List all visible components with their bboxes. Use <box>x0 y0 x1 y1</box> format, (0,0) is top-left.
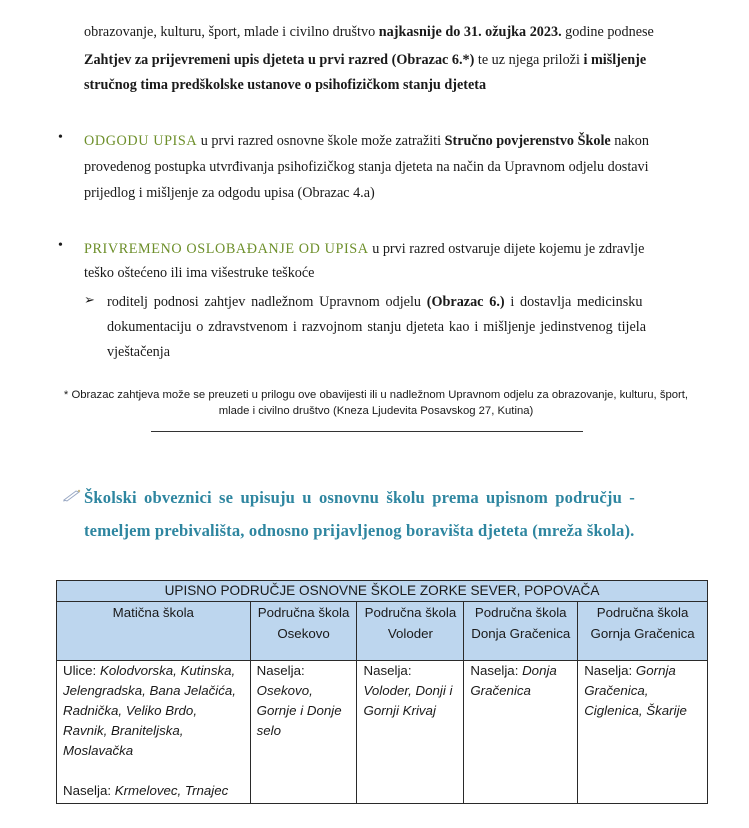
section-text: nakon <box>610 133 649 149</box>
table-title: UPISNO PODRUČJE OSNOVNE ŠKOLE ZORKE SEVER, POPOVAČA <box>57 581 708 602</box>
cell-prefix: Naselja: <box>256 663 305 678</box>
table-cell <box>357 661 464 804</box>
footnote <box>44 387 708 419</box>
intro-paragraph <box>84 20 714 97</box>
postponement-section <box>84 129 714 205</box>
cell-streets <box>63 661 244 761</box>
bullet-icon: • <box>58 130 63 145</box>
request-form-name: Zahtjev za prijevremeni upis djeteta u prvi razred (Obrazac 6.*) <box>84 52 475 68</box>
subitem-text: i dostavlja medicinsku <box>504 294 643 310</box>
column-header: Područna škola Donja Gračenica <box>464 602 578 661</box>
enrollment-area-table <box>56 580 708 804</box>
cell-prefix: Naselja: <box>584 663 636 678</box>
form-reference: (Obrazac 6.) <box>426 294 505 310</box>
cell-prefix: Naselja: <box>363 663 412 678</box>
cell-value: Voloder, Donji i Gornji Krivaj <box>363 683 453 718</box>
footnote-line-2: mlade i civilno društvo (Kneza Ljudevita Posavskog 27, Kutina) <box>218 405 534 417</box>
intro-text: godine podnese <box>561 24 654 40</box>
exemption-line-2: teško oštećeno ili ima višestruke teškoće <box>84 265 315 281</box>
exemption-section <box>84 237 714 285</box>
bullet-icon: • <box>58 238 63 253</box>
section-title: PRIVREMENO OSLOBAĐANJE OD UPISA <box>84 241 369 257</box>
table-header-row <box>57 602 708 661</box>
section-title: ODGODU UPISA <box>84 133 198 149</box>
committee-name: Stručno povjerenstvo Škole <box>444 133 611 149</box>
subitem-text: roditelj podnosi zahtjev nadležnom Upravnom odjelu <box>107 294 427 310</box>
intro-text: obrazovanje, kulturu, šport, mlade i civilno društvo <box>84 24 379 40</box>
intro-line-3: stručnog tima predškolske ustanove o psihofizičkom stanju djeteta <box>84 77 487 93</box>
opinion-text: i mišljenje <box>583 52 647 68</box>
column-header: Područna škola Osekovo <box>250 602 357 661</box>
cell-value: Kolodvorska, Kutinska, Jelengradska, Bana Jelačića, Radnička, Veliko Brdo, Ravnik, Braniteljska, Moslavačka <box>63 663 236 758</box>
intro-text: te uz njega priloži <box>474 52 584 68</box>
intro-line-2 <box>84 48 714 72</box>
school-district-notice <box>84 483 714 546</box>
table-cell <box>464 661 578 804</box>
divider <box>151 431 583 432</box>
postponement-line-1 <box>84 129 714 153</box>
exemption-subitem <box>107 290 707 364</box>
postponement-line-3: prijedlog i mišljenje za odgodu upisa (Obrazac 4.a) <box>84 185 375 201</box>
cell-value: Osekovo, Gornje i Donje selo <box>256 683 342 738</box>
subitem-line-1 <box>107 290 707 314</box>
notice-line-2: temeljem prebivališta, odnosno prijavljenog boravišta djeteta (mreža škola). <box>84 521 635 540</box>
table-row <box>57 661 708 804</box>
postponement-line-2: provedenog postupka utvrđivanja psihofizičkog stanja djeteta na način da Upravnom odjelu dostavi <box>84 159 649 175</box>
table-title-row <box>57 581 708 602</box>
cell-value: Donja Gračenica <box>470 663 557 698</box>
table-cell <box>578 661 708 804</box>
cell-prefix: Ulice: <box>63 663 100 678</box>
arrow-bullet-icon: ➢ <box>84 292 95 307</box>
cell-prefix: Naselja: <box>470 663 523 678</box>
section-text: u prvi razred ostvaruje dijete kojemu je zdravlje <box>368 241 645 257</box>
column-header: Matična škola <box>57 602 251 661</box>
pen-icon <box>62 488 82 502</box>
exemption-line-1 <box>84 237 714 261</box>
cell-settlements <box>63 781 244 801</box>
section-text: u prvi razred osnovne škole može zatražiti <box>197 133 445 149</box>
cell-value: Gornja Gračenica, Ciglenica, Škarije <box>584 663 687 718</box>
intro-line-1 <box>84 20 714 44</box>
cell-prefix: Naselja: <box>63 783 115 798</box>
deadline: najkasnije do 31. ožujka 2023. <box>378 24 562 40</box>
cell-value: Krmelovec, Trnajec <box>114 783 229 798</box>
table-cell <box>250 661 357 804</box>
subitem-line-3: vještačenja <box>107 344 171 360</box>
notice-line-1: Školski obveznici se upisuju u osnovnu školu prema upisnom području - <box>84 488 635 507</box>
column-header: Područna škola Gornja Gračenica <box>578 602 708 661</box>
table-cell <box>57 661 251 804</box>
footnote-line-1: * Obrazac zahtjeva može se preuzeti u prilogu ove obavijesti ili u nadležnom Upravnom odjelu za obrazovanje, kulturu, šport, <box>63 389 689 401</box>
subitem-line-2: dokumentaciju o zdravstvenom i razvojnom stanju djeteta kao i mišljenje jedinstvenog tijela <box>107 319 647 335</box>
column-header: Područna škola Voloder <box>357 602 464 661</box>
